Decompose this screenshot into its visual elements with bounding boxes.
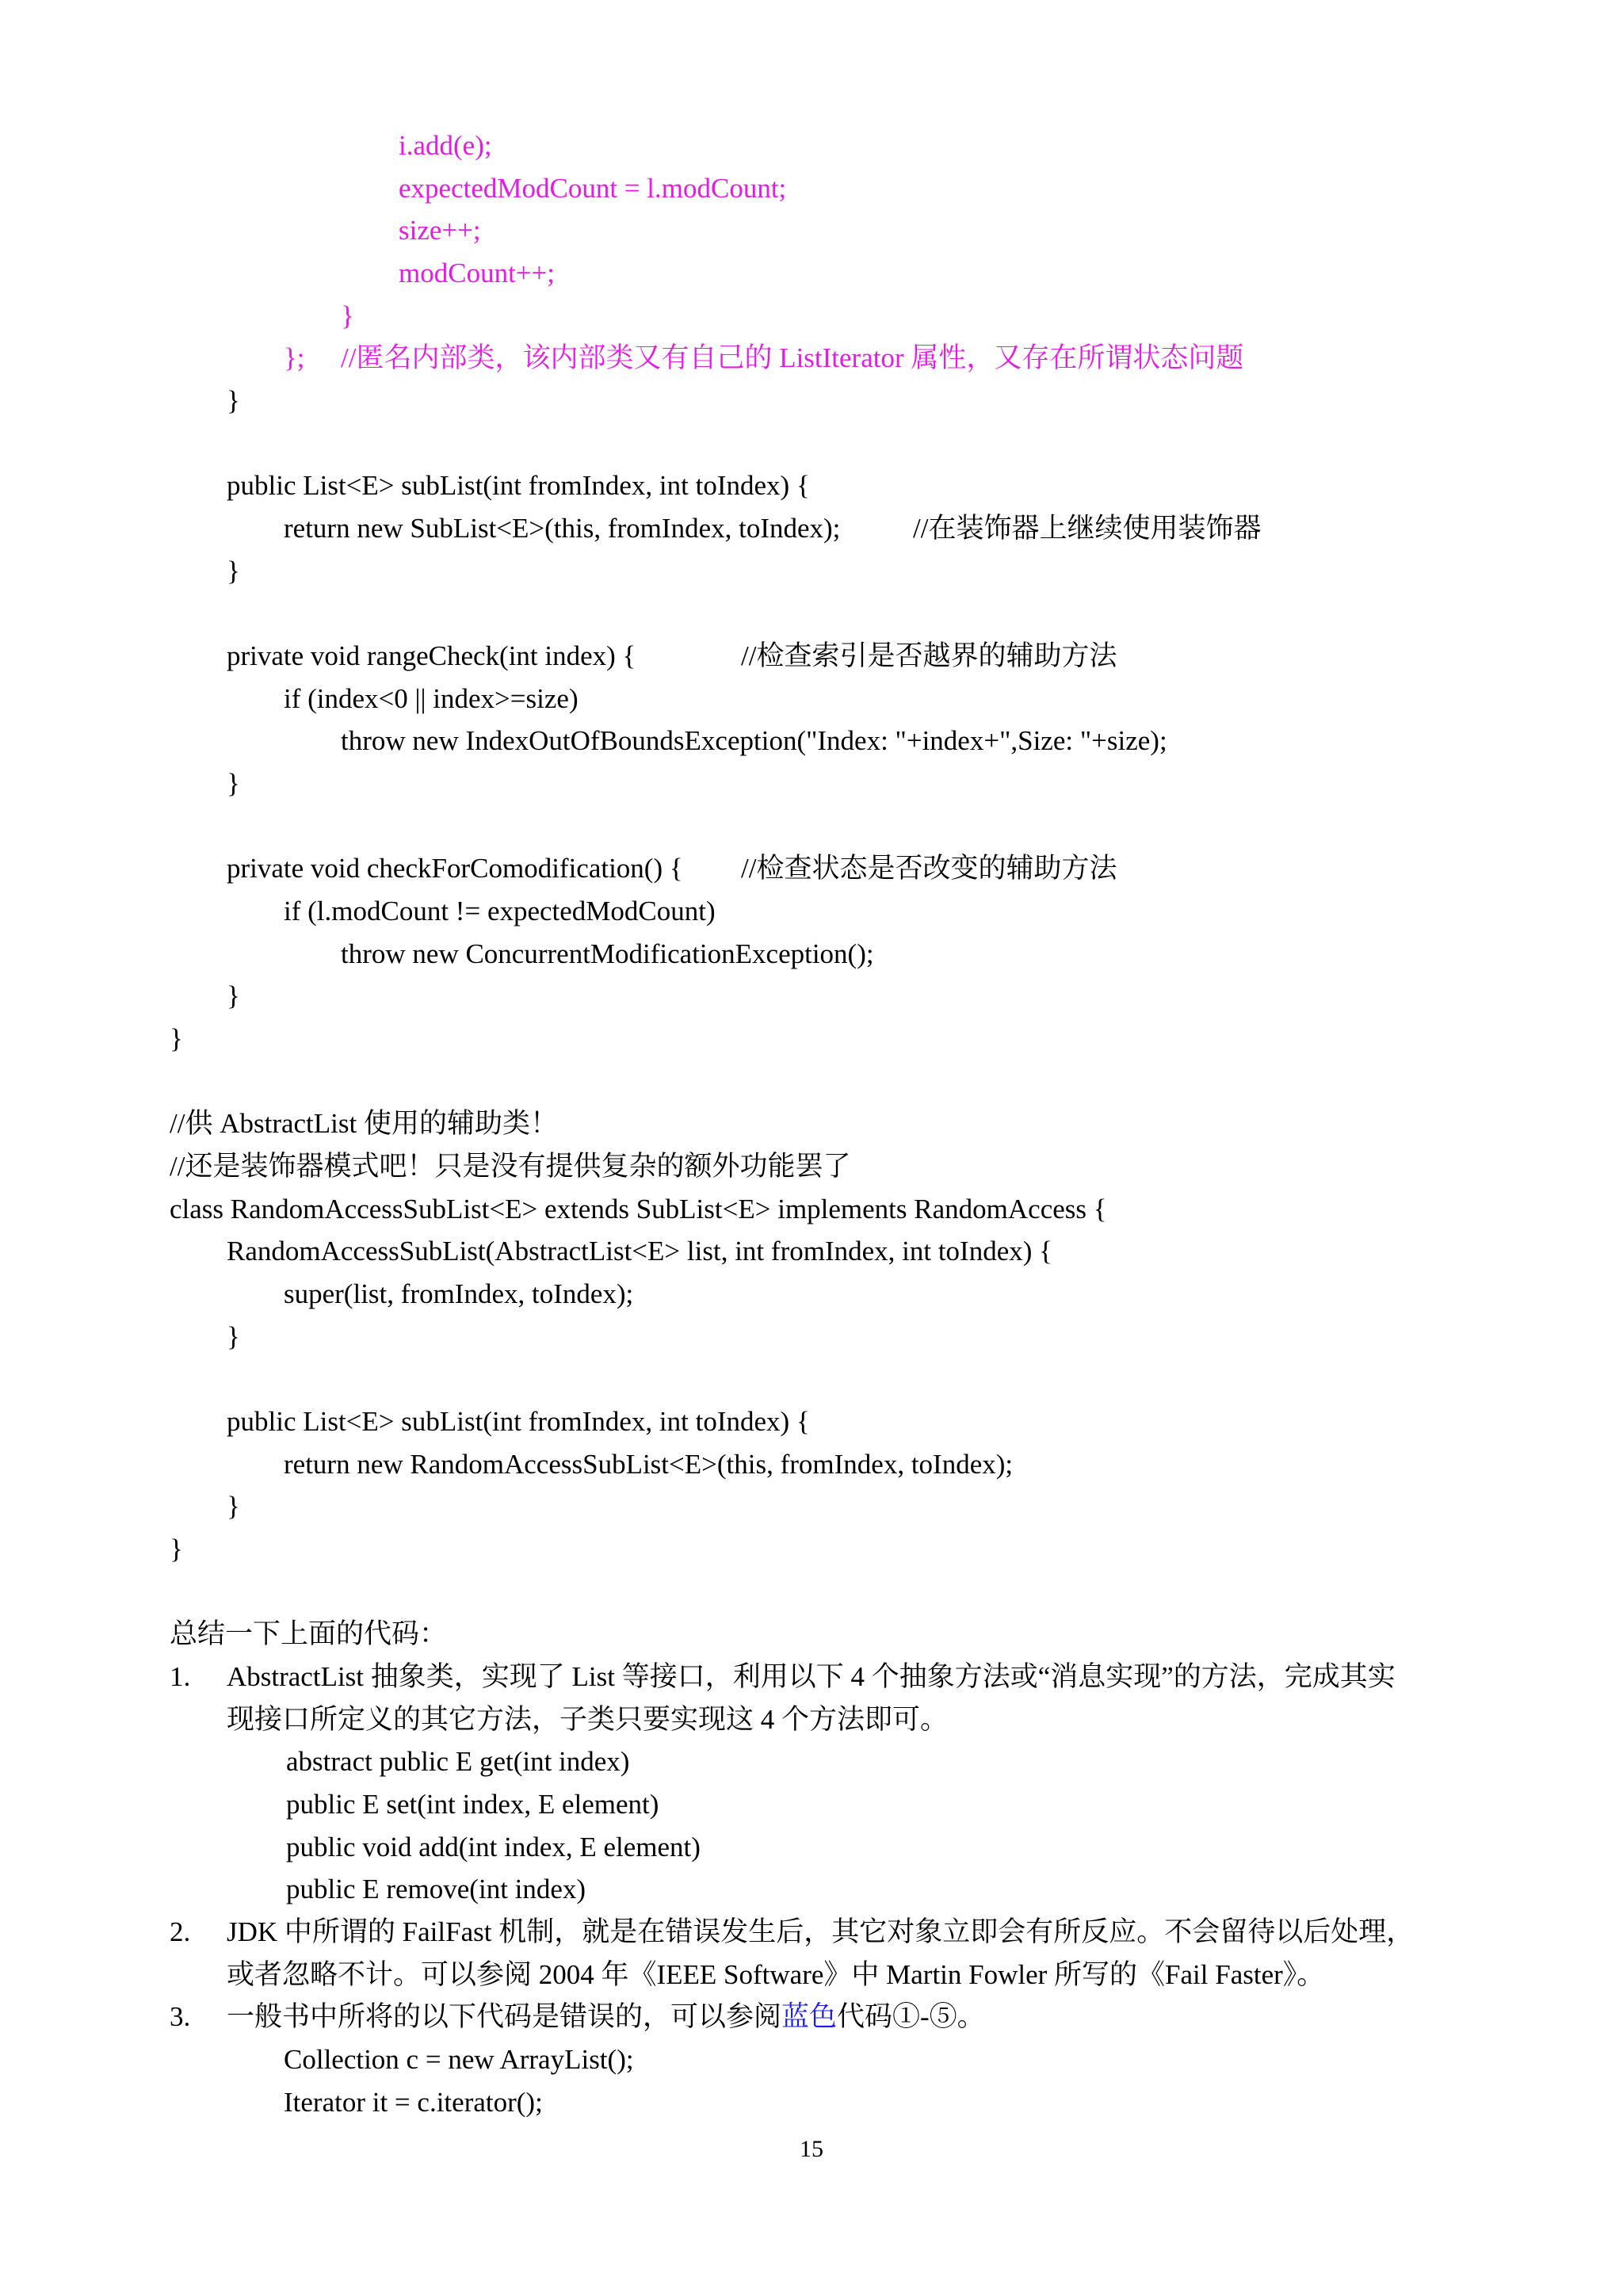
code-line: return new SubList<E>(this, fromIndex, toIndex); bbox=[284, 513, 841, 544]
code-line: throw new ConcurrentModificationException(); bbox=[341, 938, 874, 969]
list-number: 1. bbox=[170, 1661, 191, 1692]
code-line: i.add(e); bbox=[399, 130, 492, 161]
code-line: super(list, fromIndex, toIndex); bbox=[284, 1278, 634, 1309]
code-line: size++; bbox=[399, 215, 481, 246]
code-line: public List<E> subList(int fromIndex, int toIndex) { bbox=[227, 1406, 810, 1437]
list-text-part: 一般书中所将的以下代码是错误的，可以参阅 bbox=[227, 2001, 782, 2032]
code-line: } bbox=[227, 980, 240, 1011]
code-line: public E set(int index, E element) bbox=[286, 1789, 659, 1820]
code-line: } bbox=[227, 1321, 240, 1352]
code-line: Collection c = new ArrayList(); bbox=[284, 2044, 634, 2075]
code-line: private void checkForComodification() { bbox=[227, 853, 683, 884]
code-line: expectedModCount = l.modCount; bbox=[399, 173, 787, 204]
code-line: public void add(int index, E element) bbox=[286, 1832, 701, 1862]
code-comment: //检查索引是否越界的辅助方法 bbox=[741, 640, 1117, 671]
code-line: if (l.modCount != expectedModCount) bbox=[284, 896, 716, 926]
code-line: throw new IndexOutOfBoundsException("Index: "+index+",Size: "+size); bbox=[341, 725, 1167, 756]
blue-code-reference: 蓝色 bbox=[781, 2001, 838, 2032]
code-line: public E remove(int index) bbox=[286, 1874, 586, 1904]
list-number: 3. bbox=[170, 2001, 191, 2032]
code-line: } bbox=[227, 385, 240, 416]
code-comment: //供 AbstractList 使用的辅助类！ bbox=[170, 1108, 558, 1139]
code-line: } bbox=[227, 556, 240, 586]
code-line: } bbox=[170, 1023, 183, 1054]
code-line: } bbox=[341, 300, 354, 331]
code-comment: //检查状态是否改变的辅助方法 bbox=[741, 853, 1117, 884]
code-comment: //还是装饰器模式吧！只是没有提供复杂的额外功能罢了 bbox=[170, 1151, 851, 1182]
code-line: abstract public E get(int index) bbox=[286, 1746, 630, 1777]
code-line: modCount++; bbox=[399, 258, 555, 288]
code-line: }; bbox=[284, 342, 305, 373]
summary-heading: 总结一下上面的代码： bbox=[170, 1618, 448, 1649]
code-line: Iterator it = c.iterator(); bbox=[284, 2087, 543, 2118]
list-text-part: 代码①-⑤。 bbox=[837, 2001, 985, 2032]
code-line: public List<E> subList(int fromIndex, int toIndex) { bbox=[227, 470, 810, 501]
code-line: private void rangeCheck(int index) { bbox=[227, 640, 636, 671]
code-line: } bbox=[227, 1491, 240, 1522]
list-text: 或者忽略不计。可以参阅 2004 年《IEEE Software》中 Martin Fowler 所写的《Fail Faster》。 bbox=[227, 1959, 1325, 1990]
code-line: } bbox=[227, 768, 240, 799]
code-comment: //匿名内部类，该内部类又有自己的 ListIterator 属性，又存在所谓状态问题 bbox=[341, 342, 1244, 373]
code-line: return new RandomAccessSubList<E>(this, fromIndex, toIndex); bbox=[284, 1449, 1014, 1480]
list-text: AbstractList 抽象类，实现了 List 等接口，利用以下 4 个抽象方法或“消息实现”的方法，完成其实 bbox=[227, 1661, 1396, 1692]
list-number: 2. bbox=[170, 1916, 191, 1947]
list-text bbox=[227, 1999, 985, 2035]
code-line: RandomAccessSubList(AbstractList<E> list, int fromIndex, int toIndex) { bbox=[227, 1236, 1052, 1266]
list-text: JDK 中所谓的 FailFast 机制，就是在错误发生后，其它对象立即会有所反应。不会留待以后处理， bbox=[227, 1916, 1415, 1947]
list-text: 现接口所定义的其它方法，子类只要实现这 4 个方法即可。 bbox=[227, 1704, 949, 1735]
page-number: 15 bbox=[800, 2136, 823, 2162]
code-line: class RandomAccessSubList<E> extends SubList<E> implements RandomAccess { bbox=[170, 1194, 1107, 1224]
code-line: if (index<0 || index>=size) bbox=[284, 683, 579, 714]
code-comment: //在装饰器上继续使用装饰器 bbox=[913, 513, 1262, 544]
code-line: } bbox=[170, 1534, 183, 1564]
